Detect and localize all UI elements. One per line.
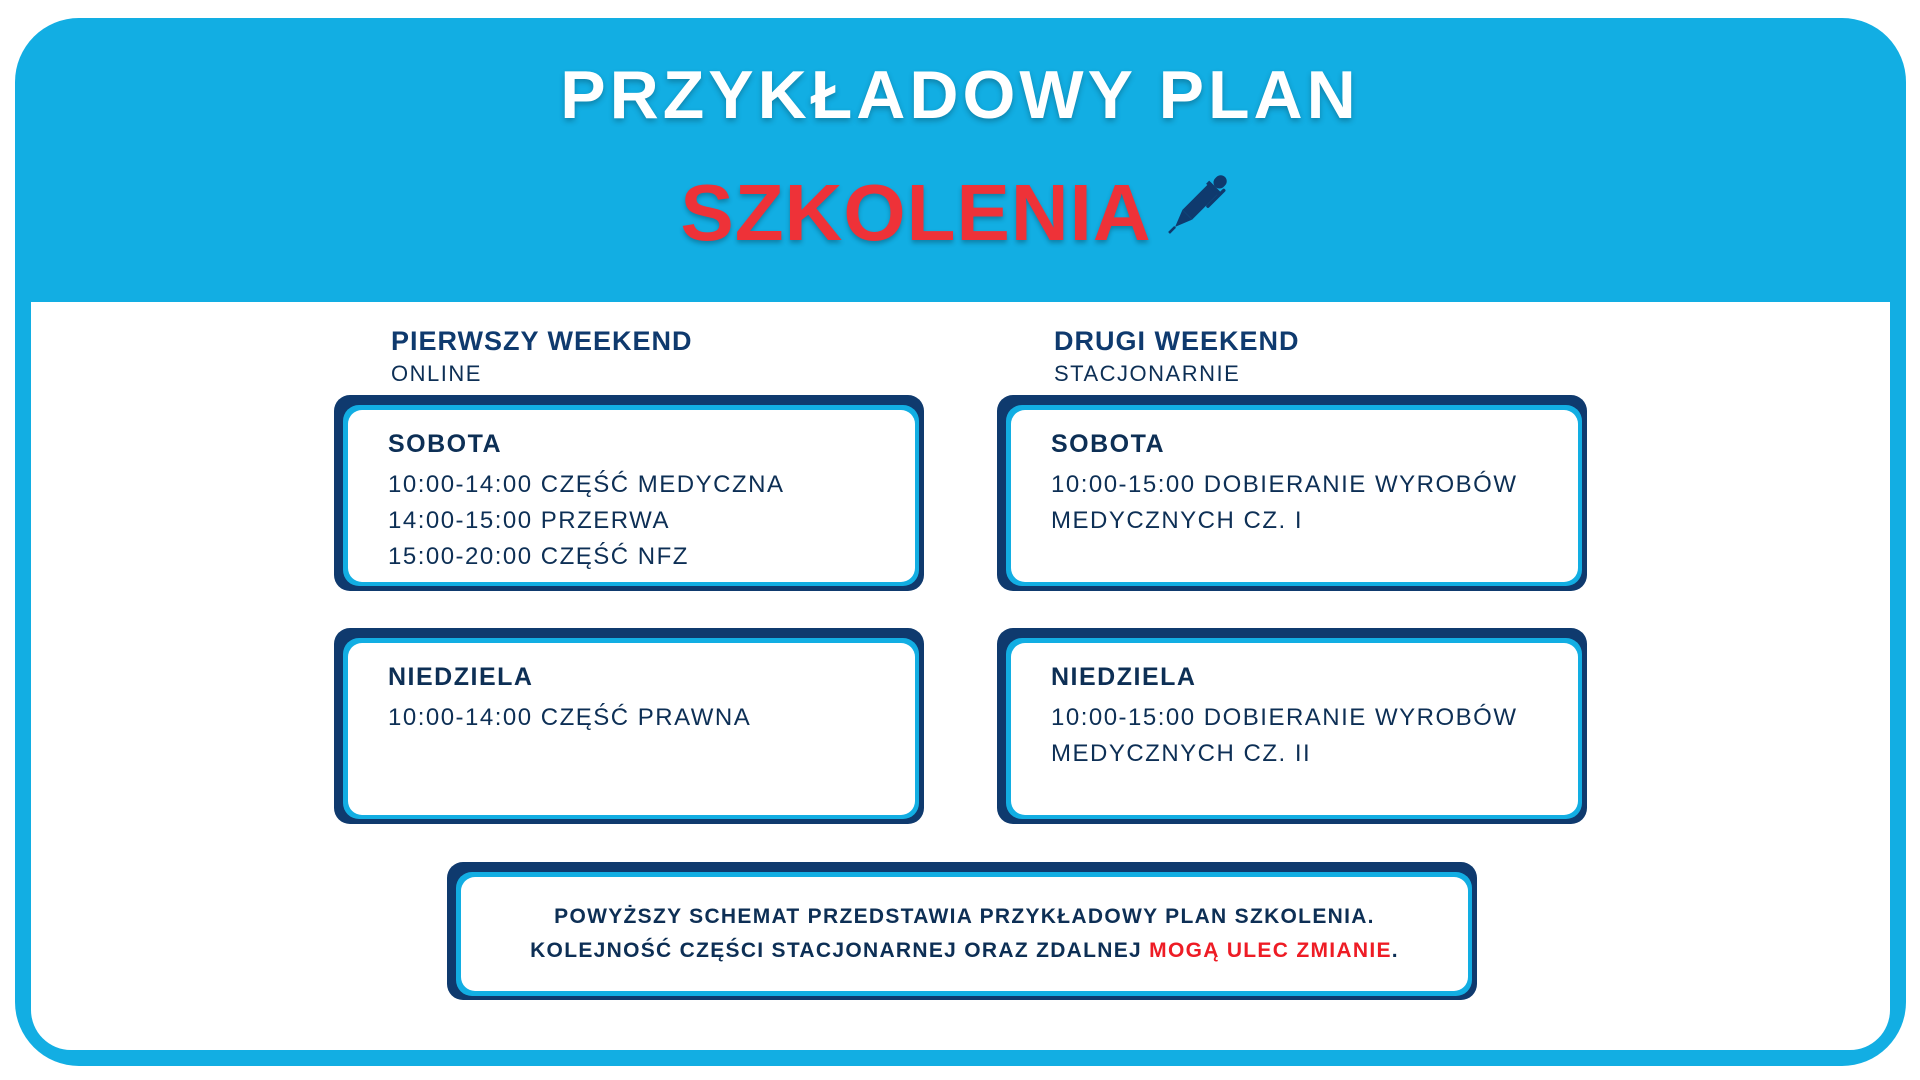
note-highlight: MOGĄ ULEC ZMIANIE [1149, 939, 1392, 962]
day-label: NIEDZIELA [1051, 663, 1197, 691]
note-line-2-text: KOLEJNOŚĆ CZĘŚCI STACJONARNEJ ORAZ ZDALNEJ [530, 939, 1150, 962]
schedule-line: 15:00-20:00 CZĘŚĆ NFZ [388, 543, 689, 570]
page-title: PRZYKŁADOWY PLAN [560, 57, 1360, 133]
note-line-1: POWYŻSZY SCHEMAT PRZEDSTAWIA PRZYKŁADOWY PLAN SZKOLENIA. [554, 905, 1375, 928]
second-weekend-header [1054, 326, 1300, 387]
subtitle-row [0, 165, 1920, 260]
note-box [447, 862, 1477, 1000]
schedule-card [334, 395, 924, 591]
first-weekend-header [391, 326, 693, 387]
column-heading: PIERWSZY WEEKEND [391, 326, 693, 356]
schedule-line: 10:00-15:00 DOBIERANIE WYROBÓW [1051, 704, 1518, 731]
schedule-line: 14:00-15:00 PRZERWA [388, 507, 670, 534]
note-line-2 [530, 934, 1399, 968]
schedule-line: 10:00-14:00 CZĘŚĆ MEDYCZNA [388, 471, 785, 498]
schedule-line: MEDYCZNYCH CZ. II [1051, 740, 1312, 767]
day-label: NIEDZIELA [388, 663, 534, 691]
column-mode: STACJONARNIE [1054, 361, 1241, 386]
schedule-line: 10:00-14:00 CZĘŚĆ PRAWNA [388, 704, 752, 731]
schedule-card [334, 628, 924, 824]
schedule-line: MEDYCZNYCH CZ. I [1051, 507, 1303, 534]
note-line-2-end: . [1391, 939, 1399, 962]
day-label: SOBOTA [388, 430, 503, 458]
day-label: SOBOTA [1051, 430, 1166, 458]
schedule-line: 10:00-15:00 DOBIERANIE WYROBÓW [1051, 471, 1518, 498]
schedule-card [997, 628, 1587, 824]
pen-icon [1154, 162, 1240, 248]
page-subtitle: SZKOLENIA [680, 167, 1152, 257]
column-heading: DRUGI WEEKEND [1054, 326, 1300, 356]
schedule-card [997, 395, 1587, 591]
column-mode: ONLINE [391, 361, 482, 386]
